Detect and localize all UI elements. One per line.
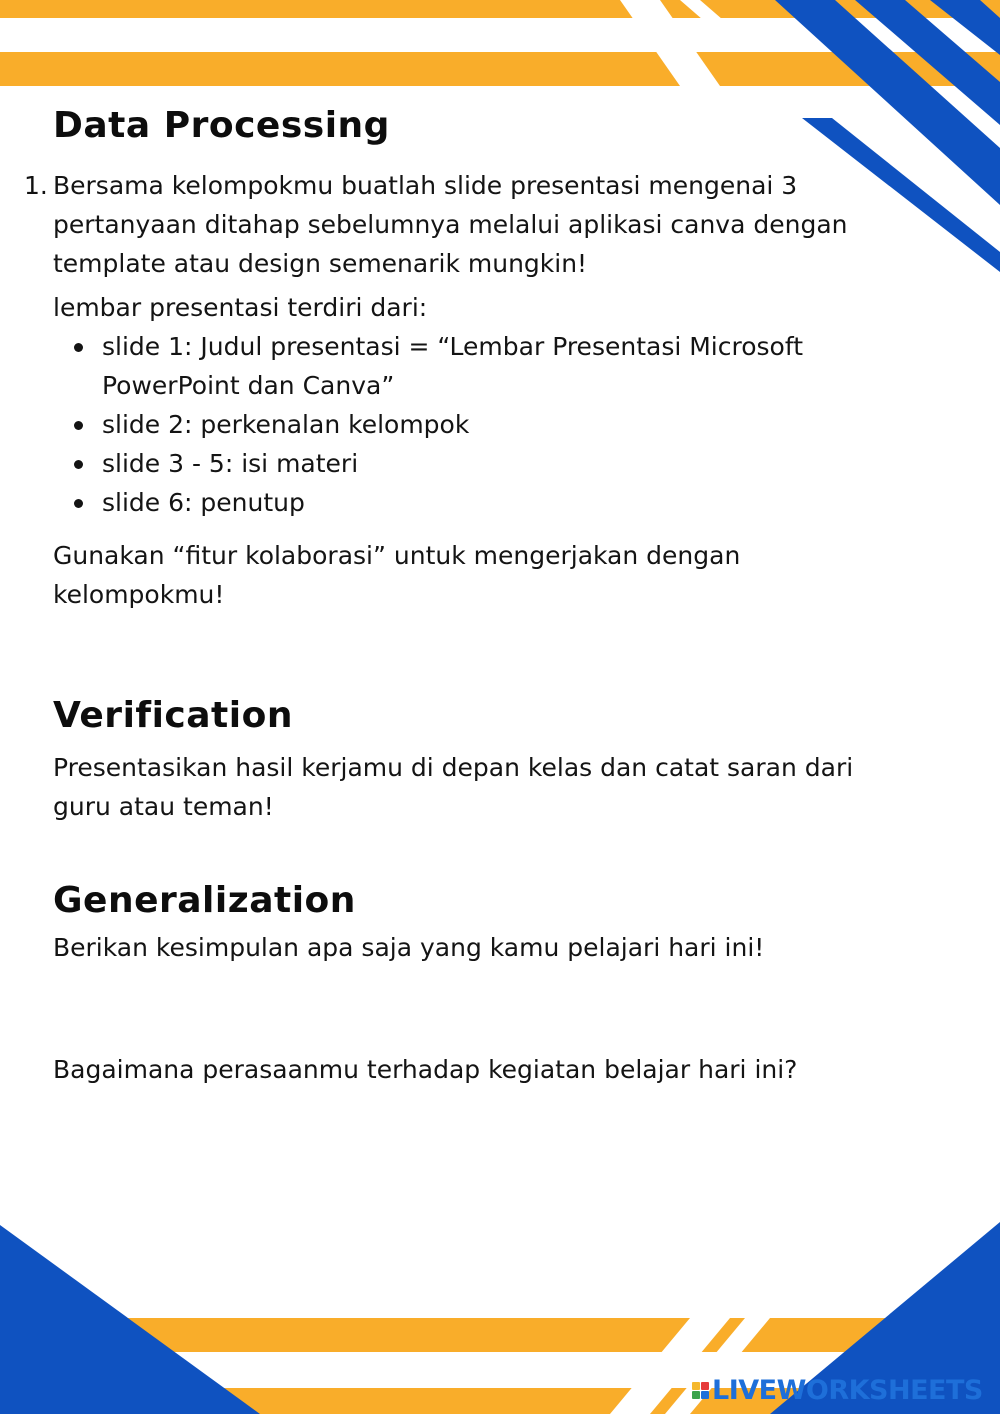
item-line-3: template atau design semenarik mungkin! — [53, 249, 588, 278]
liveworksheets-watermark — [692, 1373, 983, 1407]
list-item — [102, 483, 892, 522]
list-item-line: slide 3 - 5: isi materi — [102, 449, 359, 478]
verification-title: Verification — [53, 695, 293, 736]
collaboration-note-line-1: Gunakan “fitur kolaborasi” untuk mengerjakan dengan — [53, 541, 741, 570]
list-item-line: slide 1: Judul presentasi = “Lembar Presentasi Microsoft — [102, 332, 804, 361]
list-item-line: PowerPoint dan Canva” — [102, 371, 395, 400]
list-item-line: slide 6: penutup — [102, 488, 305, 517]
verification-line-1: Presentasikan hasil kerjamu di depan kelas dan catat saran dari — [53, 753, 854, 782]
item-line-2: pertanyaan ditahap sebelumnya melalui aplikasi canva dengan — [53, 210, 848, 239]
list-item — [102, 405, 892, 444]
verification-line-2: guru atau teman! — [53, 792, 274, 821]
collaboration-note-line-2: kelompokmu! — [53, 580, 225, 609]
generalization-text: Berikan kesimpulan apa saja yang kamu pelajari hari ini! — [53, 933, 765, 962]
liveworksheets-logo-icon — [692, 1382, 709, 1399]
list-item-line: slide 2: perkenalan kelompok — [102, 410, 470, 439]
liveworksheets-wordmark: LIVEWORKSHEETS — [712, 1374, 983, 1406]
slide-list-intro: lembar presentasi terdiri dari: — [53, 293, 428, 322]
slide-list — [0, 327, 892, 522]
list-item — [102, 327, 892, 405]
generalization-title: Generalization — [53, 880, 356, 921]
list-item — [102, 444, 892, 483]
item-number: 1. — [24, 171, 48, 200]
data-processing-title: Data Processing — [53, 105, 390, 146]
feeling-question: Bagaimana perasaanmu terhadap kegiatan belajar hari ini? — [53, 1055, 798, 1084]
item-line-1: Bersama kelompokmu buatlah slide presentasi mengenai 3 — [53, 171, 798, 200]
